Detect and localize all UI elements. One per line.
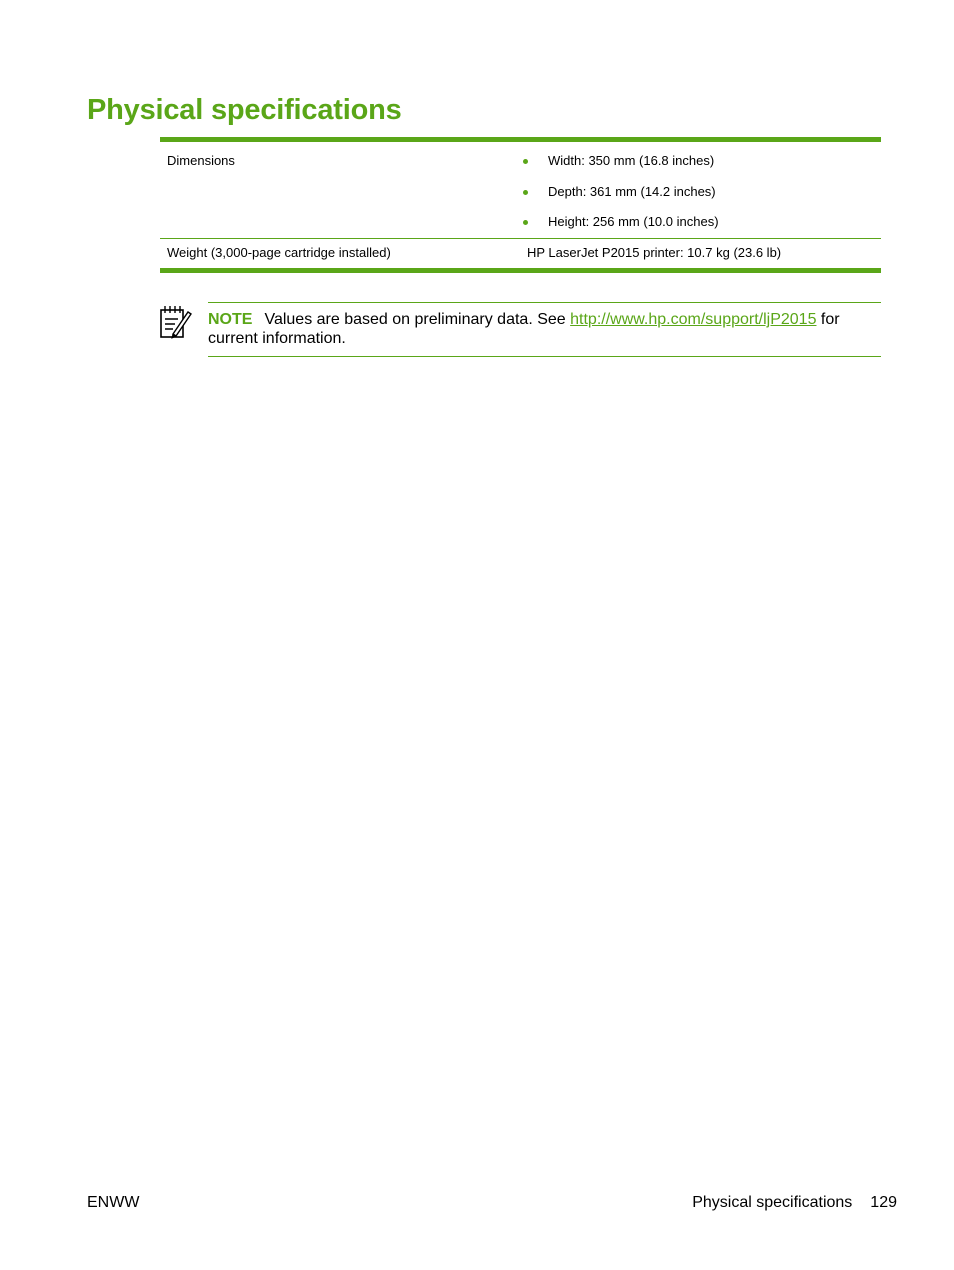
list-item-depth [520, 184, 881, 200]
dimensions-label: Dimensions [167, 153, 235, 168]
footer-right [692, 1193, 897, 1212]
note-box [208, 302, 881, 357]
list-item-width [520, 153, 881, 169]
footer-left: ENWW [87, 1194, 140, 1211]
specifications-table [160, 137, 881, 273]
dimensions-list [520, 153, 881, 230]
footer-section: Physical specifications [692, 1194, 853, 1211]
table-row-weight [160, 238, 881, 268]
note-label: NOTE [208, 311, 253, 328]
weight-label: Weight (3,000-page cartridge installed) [167, 245, 391, 260]
width-value: Width: 350 mm (16.8 inches) [548, 153, 715, 168]
note-pad-pencil-icon [159, 304, 193, 340]
page-number: 129 [870, 1194, 897, 1211]
page-title: Physical specifications [87, 94, 402, 126]
dimensions-values [520, 142, 881, 238]
note-text-after: for current information. [208, 311, 840, 347]
support-link[interactable]: http://www.hp.com/support/ljP2015 [570, 311, 817, 328]
bullet-icon [523, 220, 528, 225]
bullet-icon [523, 190, 528, 195]
depth-value: Depth: 361 mm (14.2 inches) [548, 183, 716, 199]
note-text-before: Values are based on preliminary data. See [264, 311, 571, 328]
height-value: Height: 256 mm (10.0 inches) [548, 214, 719, 229]
list-item-height [520, 214, 881, 230]
weight-value: HP LaserJet P2015 printer: 10.7 kg (23.6 lb) [527, 245, 782, 260]
bullet-icon [523, 159, 528, 164]
table-row-dimensions [160, 142, 881, 238]
